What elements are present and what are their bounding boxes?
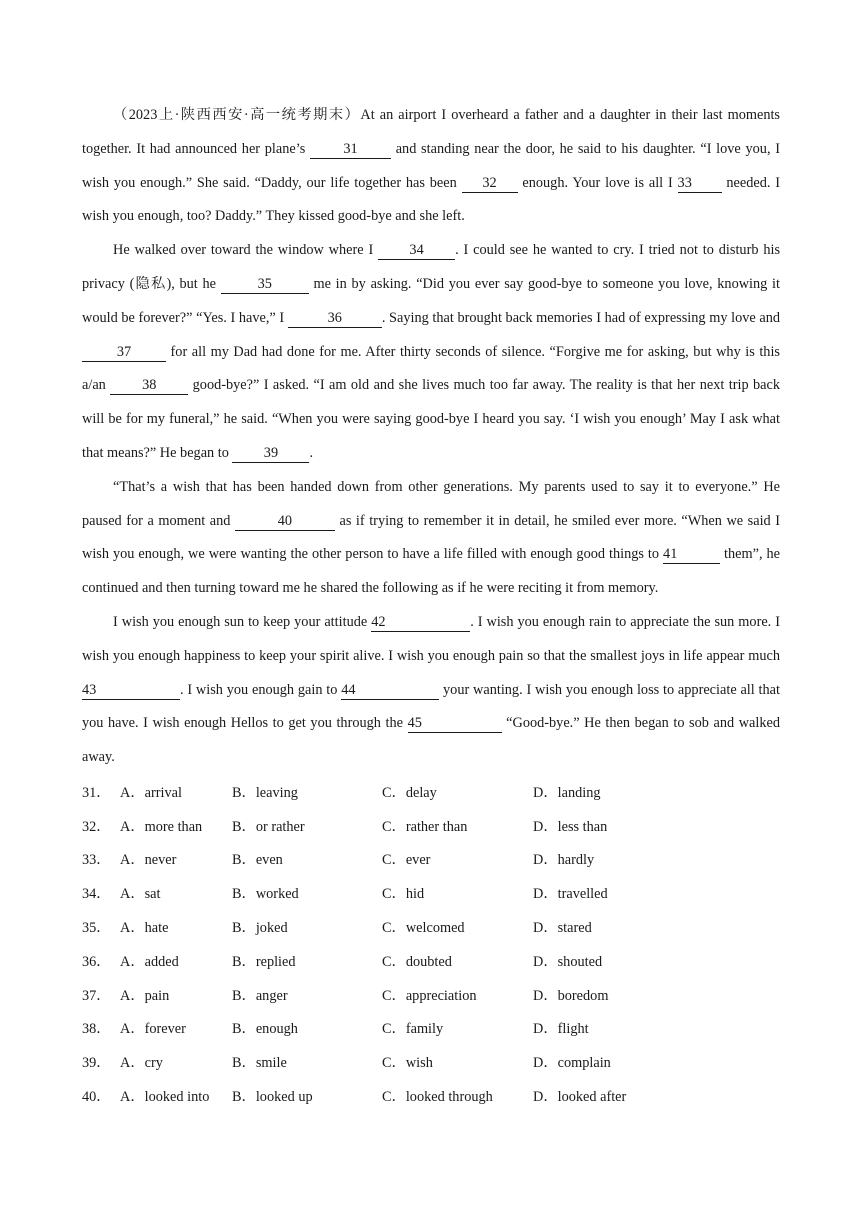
option-d: D．complain — [533, 1055, 611, 1072]
option-b: B．worked — [232, 886, 299, 903]
option-row — [82, 1012, 780, 1046]
option-row — [82, 1045, 780, 1079]
blank-45: 45 — [408, 715, 502, 733]
passage-text: for all my Dad had done for me. After thirty seconds of silence. “Forgive me for asking, but why is this a/an — [82, 343, 780, 394]
option-d: D．boredom — [533, 987, 609, 1004]
option-d: D．landing — [533, 784, 601, 801]
option-d: D．less than — [533, 818, 608, 835]
blank-44: 44 — [341, 682, 439, 700]
option-c: C．ever — [382, 852, 431, 869]
cloze-passage — [82, 99, 780, 775]
question-number: 37． — [82, 987, 111, 1004]
blank-35: 35 — [221, 276, 309, 294]
paragraph-4 — [82, 606, 780, 775]
option-c: C．appreciation — [382, 987, 477, 1004]
option-row — [82, 1079, 780, 1113]
document-page — [82, 99, 780, 1113]
option-c: C．delay — [382, 784, 437, 801]
option-c: C．hid — [382, 886, 425, 903]
blank-41: 41 — [663, 546, 720, 564]
option-b: B．replied — [232, 953, 296, 970]
passage-text: I wish you enough sun to keep your attitude — [113, 613, 372, 630]
question-number: 34． — [82, 886, 111, 903]
option-c: C．family — [382, 1021, 444, 1038]
passage-text: He walked over toward the window where I — [113, 242, 379, 259]
question-number: 39． — [82, 1055, 111, 1072]
option-a: A．forever — [120, 1021, 186, 1038]
option-a: A．never — [120, 852, 177, 869]
option-a: A．hate — [120, 920, 169, 937]
option-a: A．pain — [120, 987, 170, 1004]
blank-43: 43 — [82, 682, 180, 700]
passage-text: （2023上·陕西西安·高一统考期末）At an airport I overheard a father and a daughter in their last moments together. It had announced her plane’s — [82, 107, 780, 157]
option-b: B．smile — [232, 1055, 287, 1072]
passage-text: me in by asking. “Did you ever say good-bye to someone you love, knowing it would be forever?” “Yes. I have,” I — [82, 275, 780, 326]
option-b: B．even — [232, 852, 283, 869]
question-number: 33． — [82, 852, 111, 869]
passage-text: them”, he continued and then turning toward me he shared the following as if he were reciting it from memory. — [82, 546, 781, 597]
passage-text: . I could see he wanted to cry. I tried not to disturb his privacy (隐私), but he — [82, 242, 781, 292]
blank-36: 36 — [288, 310, 382, 328]
blank-40: 40 — [235, 513, 335, 531]
option-a: A．more than — [120, 818, 203, 835]
passage-text: . I wish you enough gain to — [180, 681, 342, 698]
passage-text: “Good-bye.” He then began to sob and walked away. — [82, 715, 781, 766]
passage-text: and standing near the door, he said to his daughter. “I love you, I wish you enough.” She said. “Daddy, our life together has been — [82, 140, 780, 191]
question-number: 38． — [82, 1021, 111, 1038]
option-d: D．stared — [533, 920, 592, 937]
blank-39: 39 — [232, 445, 309, 463]
option-b: B．looked up — [232, 1089, 313, 1105]
answer-options — [82, 775, 780, 1113]
option-row — [82, 944, 780, 978]
passage-text: “That’s a wish that has been handed down from other generations. My parents used to say it to everyone.” He paused for a moment and — [82, 478, 780, 529]
blank-33: 33 — [678, 175, 722, 193]
option-row — [82, 809, 780, 843]
option-d: D．flight — [533, 1021, 589, 1038]
option-c: C．doubted — [382, 953, 452, 970]
question-number: 31． — [82, 784, 111, 801]
option-d: D．travelled — [533, 886, 608, 903]
blank-32: 32 — [462, 175, 518, 193]
passage-text: enough. Your love is all I — [517, 174, 678, 191]
option-c: C．looked through — [382, 1089, 493, 1105]
passage-text: . I wish you enough rain to appreciate the sun more. I wish you enough happiness to keep your spirit alive. I wish you enough pain so that the smallest joys in life appear much — [82, 613, 780, 664]
option-b: B．or rather — [232, 818, 305, 835]
passage-text: good-bye?” I asked. “I am old and she lives much too far away. The reality is that her next trip back will be for my funeral,” he said. “When you were saying good-bye I heard you say. ‘I wish you enough’ May I ask what that means?” He began to — [82, 377, 780, 461]
option-row — [82, 775, 780, 809]
paragraph-1 — [82, 99, 780, 234]
option-a: A．sat — [120, 886, 161, 903]
blank-34: 34 — [378, 242, 455, 260]
blank-38: 38 — [110, 377, 188, 395]
question-number: 35． — [82, 920, 111, 937]
option-b: B．leaving — [232, 784, 298, 801]
passage-text: as if trying to remember it in detail, he smiled ever more. “When we said I wish you enough, we were wanting the other person to have a life filled with enough good things to — [82, 512, 780, 563]
option-b: B．anger — [232, 987, 288, 1004]
paragraph-3 — [82, 471, 780, 606]
option-c: C．welcomed — [382, 920, 465, 937]
option-row — [82, 876, 780, 910]
passage-text: needed. I wish you enough, too? Daddy.” They kissed good-bye and she left. — [82, 174, 780, 225]
paragraph-2 — [82, 234, 780, 471]
option-row — [82, 843, 780, 877]
question-number: 32． — [82, 818, 111, 835]
option-c: C．wish — [382, 1055, 433, 1072]
blank-37: 37 — [82, 344, 166, 362]
option-row — [82, 978, 780, 1012]
option-a: A．arrival — [120, 784, 182, 801]
option-b: B．joked — [232, 920, 288, 937]
question-number: 36． — [82, 953, 111, 970]
option-row — [82, 910, 780, 944]
option-d: D．looked after — [533, 1089, 627, 1105]
option-c: C．rather than — [382, 818, 468, 835]
blank-42: 42 — [371, 614, 470, 632]
blank-31: 31 — [310, 141, 391, 159]
passage-text: your wanting. I wish you enough loss to appreciate all that you have. I wish enough Hellos to get you through the — [82, 681, 780, 732]
option-b: B．enough — [232, 1021, 298, 1038]
option-d: D．hardly — [533, 852, 595, 869]
passage-text: . — [309, 444, 314, 461]
question-number: 40． — [82, 1089, 111, 1105]
option-a: A．cry — [120, 1055, 163, 1072]
passage-text: . Saying that brought back memories I had of expressing my love and — [381, 309, 780, 326]
option-a: A．added — [120, 953, 179, 970]
option-a: A．looked into — [120, 1089, 210, 1105]
option-d: D．shouted — [533, 953, 603, 970]
